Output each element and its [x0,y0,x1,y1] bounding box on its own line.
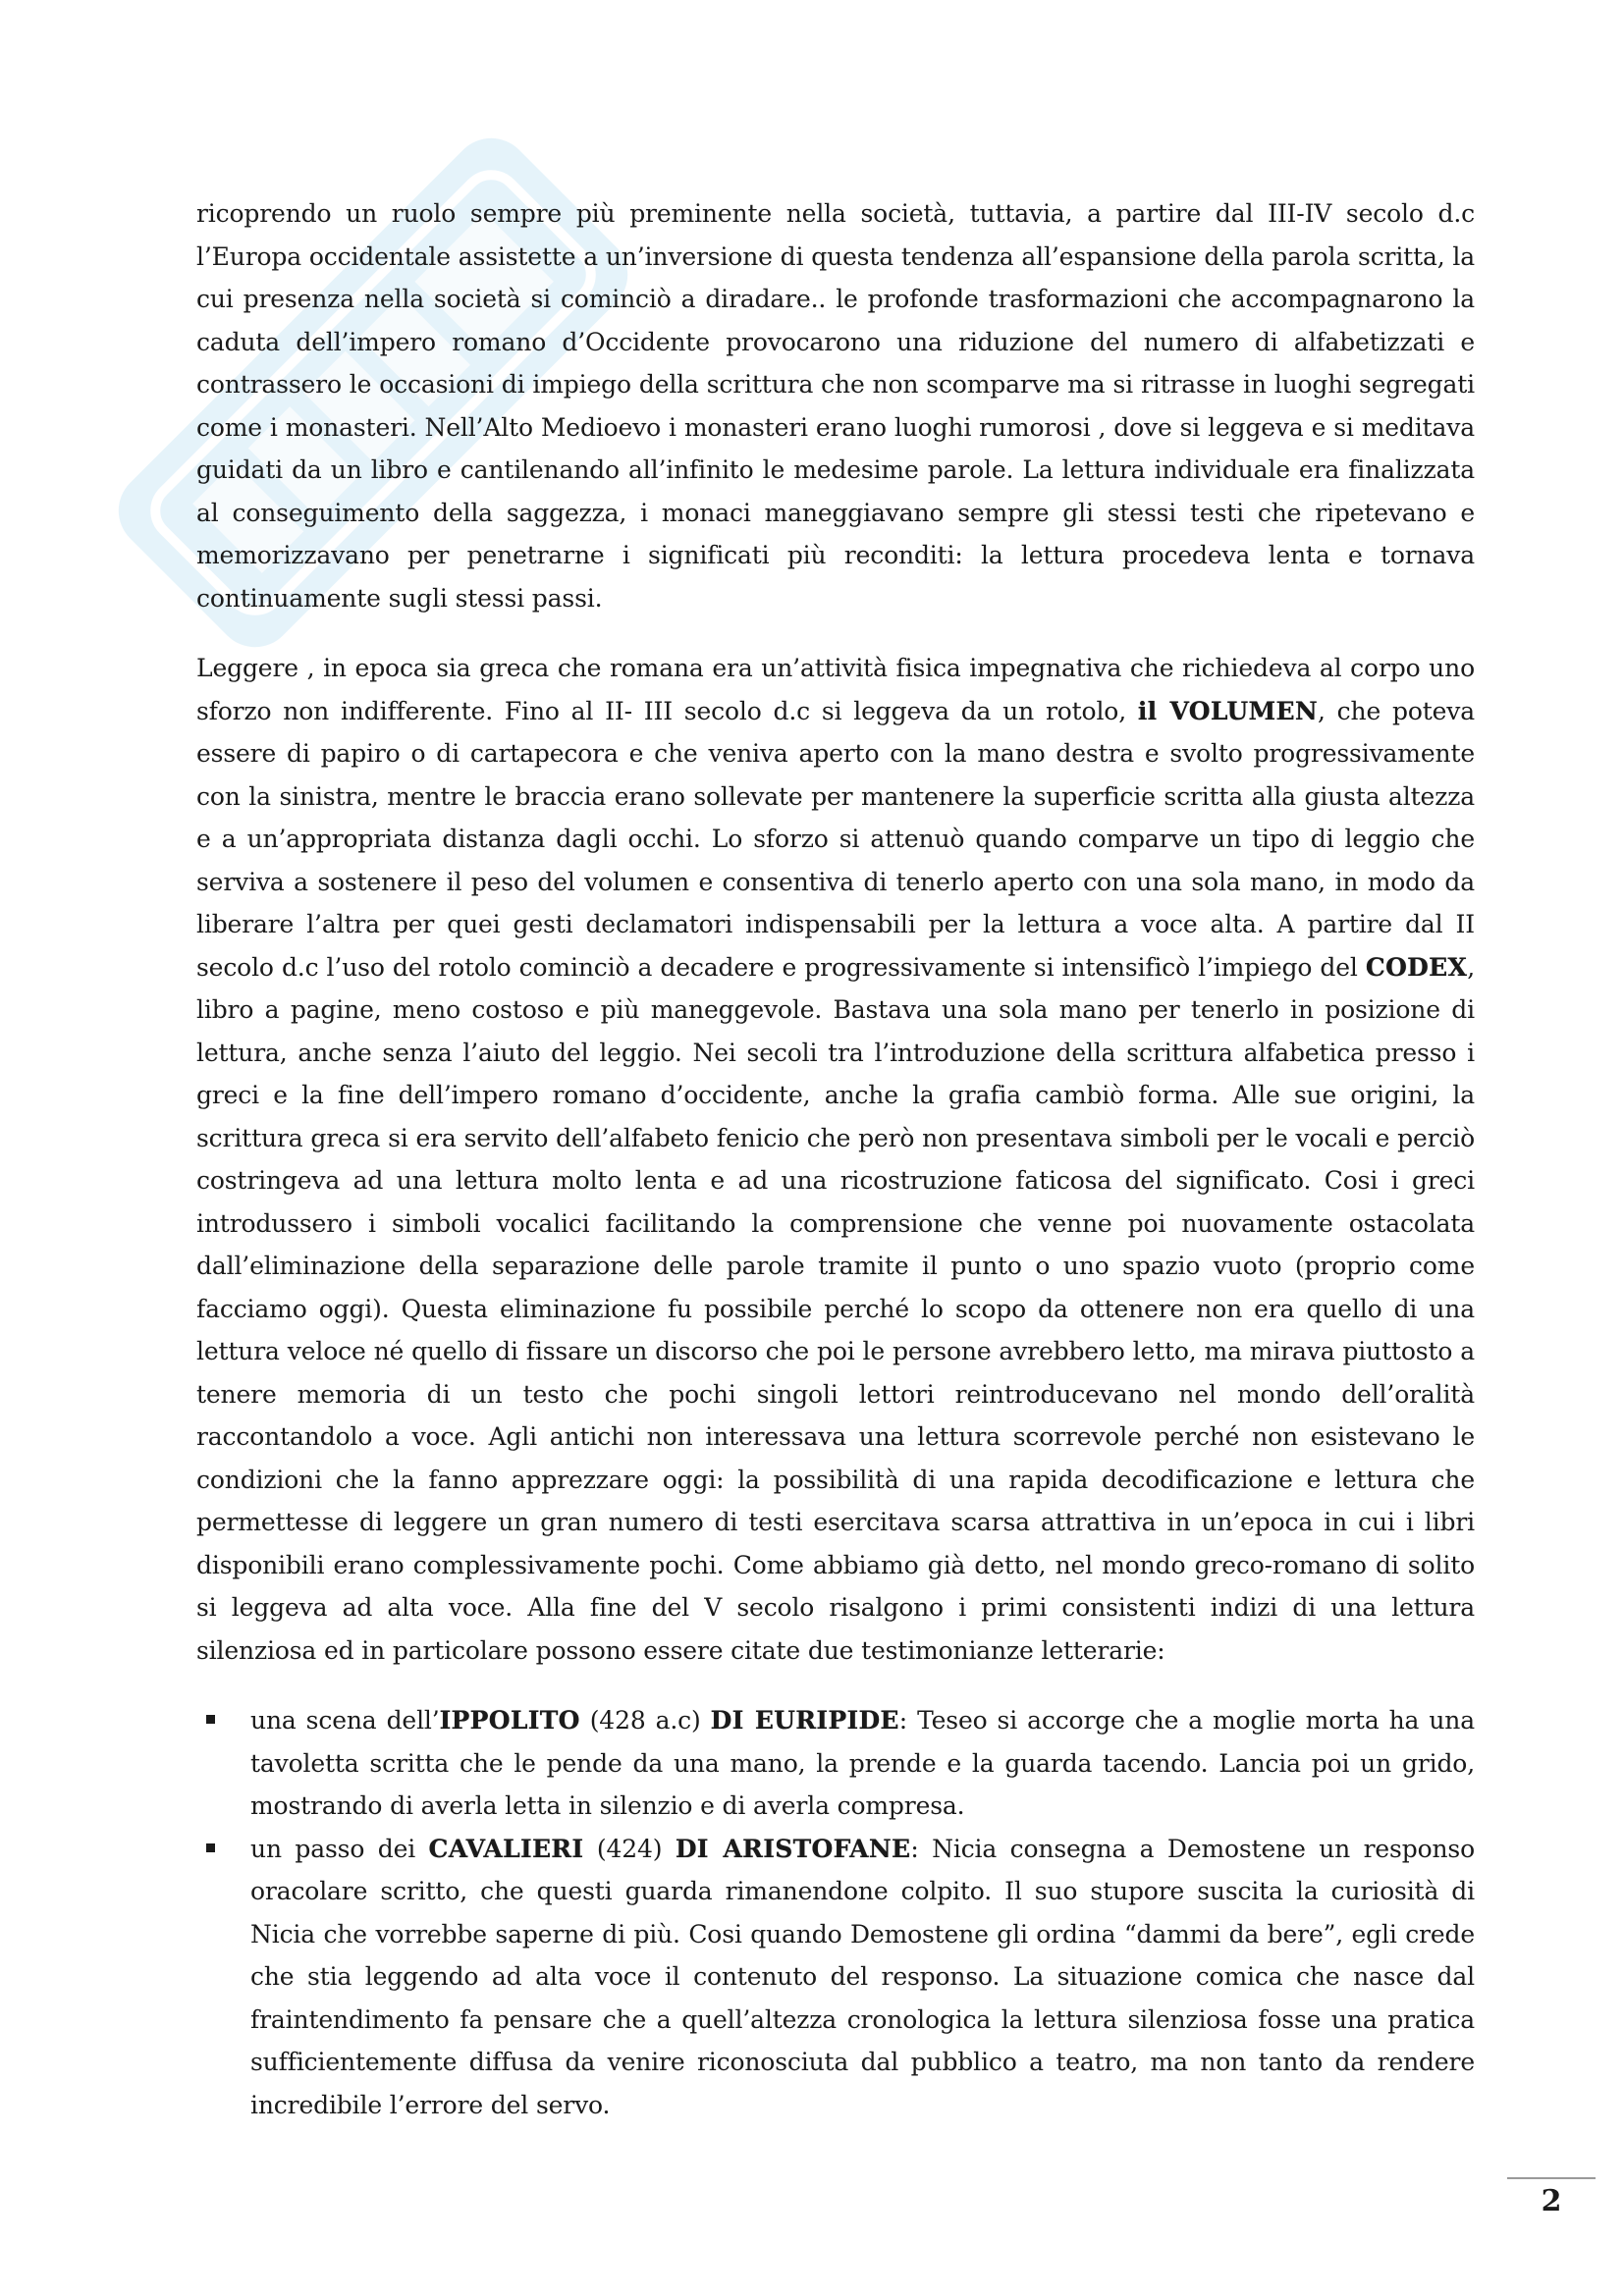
square-bullet-icon [206,1843,215,1852]
list-item [196,1828,1475,2127]
testimonies-list [196,1699,1475,2126]
work-date: (424) [583,1834,676,1863]
paragraph-text-part2: , che poteva essere di papiro o di cartapecora e che veniva aperto con la mano destra e svolto progressivamente con la sinistra, mentre le braccia erano sollevate per mantenere la superficie scritta alla giusta altezza e a un’appropriata distanza dagli occhi. Lo sforzo si attenuò quando comparve un tipo di leggio che serviva a sostenere il peso del volumen e consentiva di tenerlo aperto con una sola mano, in modo da liberare l’altra per quei gesti declamatori indispensabili per la lettura a voce alta. A partire dal II secolo d.c l’uso del rotolo cominciò a decadere e progressivamente si intensificò l’impiego del [196,696,1475,982]
paragraph-monasteries [196,192,1475,619]
work-title: IPPOLITO [439,1706,580,1735]
item-prefix: un passo dei [250,1834,429,1863]
term-volumen: il VOLUMEN [1137,696,1318,725]
item-text: : Teseo si accorge che a moglie morta ha una tavoletta scritta che le pende da una mano, la prende e la guarda tacendo. Lancia poi un grido, mostrando di averla letta in silenzio e di averla compresa. [250,1706,1475,1820]
paragraph-ancient-reading [196,647,1475,1672]
paragraph-text-part1: Leggere , in epoca sia greca che romana era un’attività fisica impegnativa che richiedeva al corpo uno sforzo non indifferente. Fino al II- III secolo d.c si leggeva da un rotolo, [196,654,1475,725]
item-text: : Nicia consegna a Demostene un responso oracolare scritto, che questi guarda rimanendone colpito. Il suo stupore suscita la curiosità di Nicia che vorrebbe saperne di più. Cosi quando Demostene gli ordina “dammi da bere”, egli crede che stia leggendo ad alta voce il contenuto del responso. La situazione comica che nasce dal fraintendimento fa pensare che a quell’altezza cronologica la lettura silenziosa fosse una pratica sufficientemente diffusa da venire riconosciuta dal pubblico a teatro, ma non tanto da rendere incredibile l’errore del servo. [250,1834,1475,2119]
footer-divider [1507,2177,1596,2179]
term-codex: CODEX [1365,952,1468,982]
paragraph-text-part3: , libro a pagine, meno costoso e più maneggevole. Bastava una sola mano per tenerlo in posizione di lettura, anche senza l’aiuto del leggio. Nei secoli tra l’introduzione della scrittura alfabetica presso i greci e la fine dell’impero romano d’occidente, anche la grafia cambiò forma. Alle sue origini, la scrittura greca si era servito dell’alfabeto fenicio che però non presentava simboli per le vocali e perciò costringeva ad una lettura molto lenta e ad una ricostruzione faticosa del significato. Cosi i greci introdussero i simboli vocalici facilitando la comprensione che venne poi nuovamente ostacolata dall’eliminazione della separazione delle parole tramite il punto o uno spazio vuoto (proprio come facciamo oggi). Questa eliminazione fu possibile perché lo scopo da ottenere non era quello di una lettura veloce né quello di fissare un discorso che poi le persone avrebbero letto, ma mirava piuttosto a tenere memoria di un testo che pochi singoli lettori reintroducevano nel mondo dell’oralità raccontandolo a voce. Agli antichi non interessava una lettura scorrevole perché non esistevano le condizioni che la fanno apprezzare oggi: la possibilità di una rapida decodificazione e lettura che permettesse di leggere un gran numero di testi esercitava scarsa attrattiva in un’epoca in cui i libri disponibili erano complessivamente pochi. Come abbiamo già detto, nel mondo greco-romano di solito si leggeva ad alta voce. Alla fine del V secolo risalgono i primi consistenti indizi di una lettura silenziosa ed in particolare possono essere citate due testimonianze letterarie: [196,952,1475,1665]
page-body [196,192,1475,2126]
list-item [196,1699,1475,1828]
work-date: (428 a.c) [579,1706,711,1735]
paragraph-text: ricoprendo un ruolo sempre più preminente nella società, tuttavia, a partire dal III-IV secolo d.c l’Europa occidentale assistette a un’inversione di questa tendenza all’espansione della parola scritta, la cui presenza nella società si cominciò a diradare.. le profonde trasformazioni che accompagnarono la caduta dell’impero romano d’Occidente provocarono una riduzione del numero di alfabetizzati e contrassero le occasioni di impiego della scrittura che non scomparve ma si ritrasse in luoghi segregati come i monasteri. Nell’Alto Medioevo i monasteri erano luoghi rumorosi , dove si leggeva e si meditava guidati da un libro e cantilenando all’infinito le medesime parole. La lettura individuale era finalizzata al conseguimento della saggezza, i monaci maneggiavano sempre gli stessi testi che ripetevano e memorizzavano per penetrarne i significati più reconditi: la lettura procedeva lenta e tornava continuamente sugli stessi passi. [196,199,1475,613]
page-number: 2 [1541,2184,1562,2218]
item-prefix: una scena dell’ [250,1706,440,1735]
square-bullet-icon [206,1715,215,1724]
work-title: CAVALIERI [428,1834,584,1863]
work-author: DI EURIPIDE [710,1706,899,1735]
work-author: DI ARISTOFANE [675,1834,911,1863]
